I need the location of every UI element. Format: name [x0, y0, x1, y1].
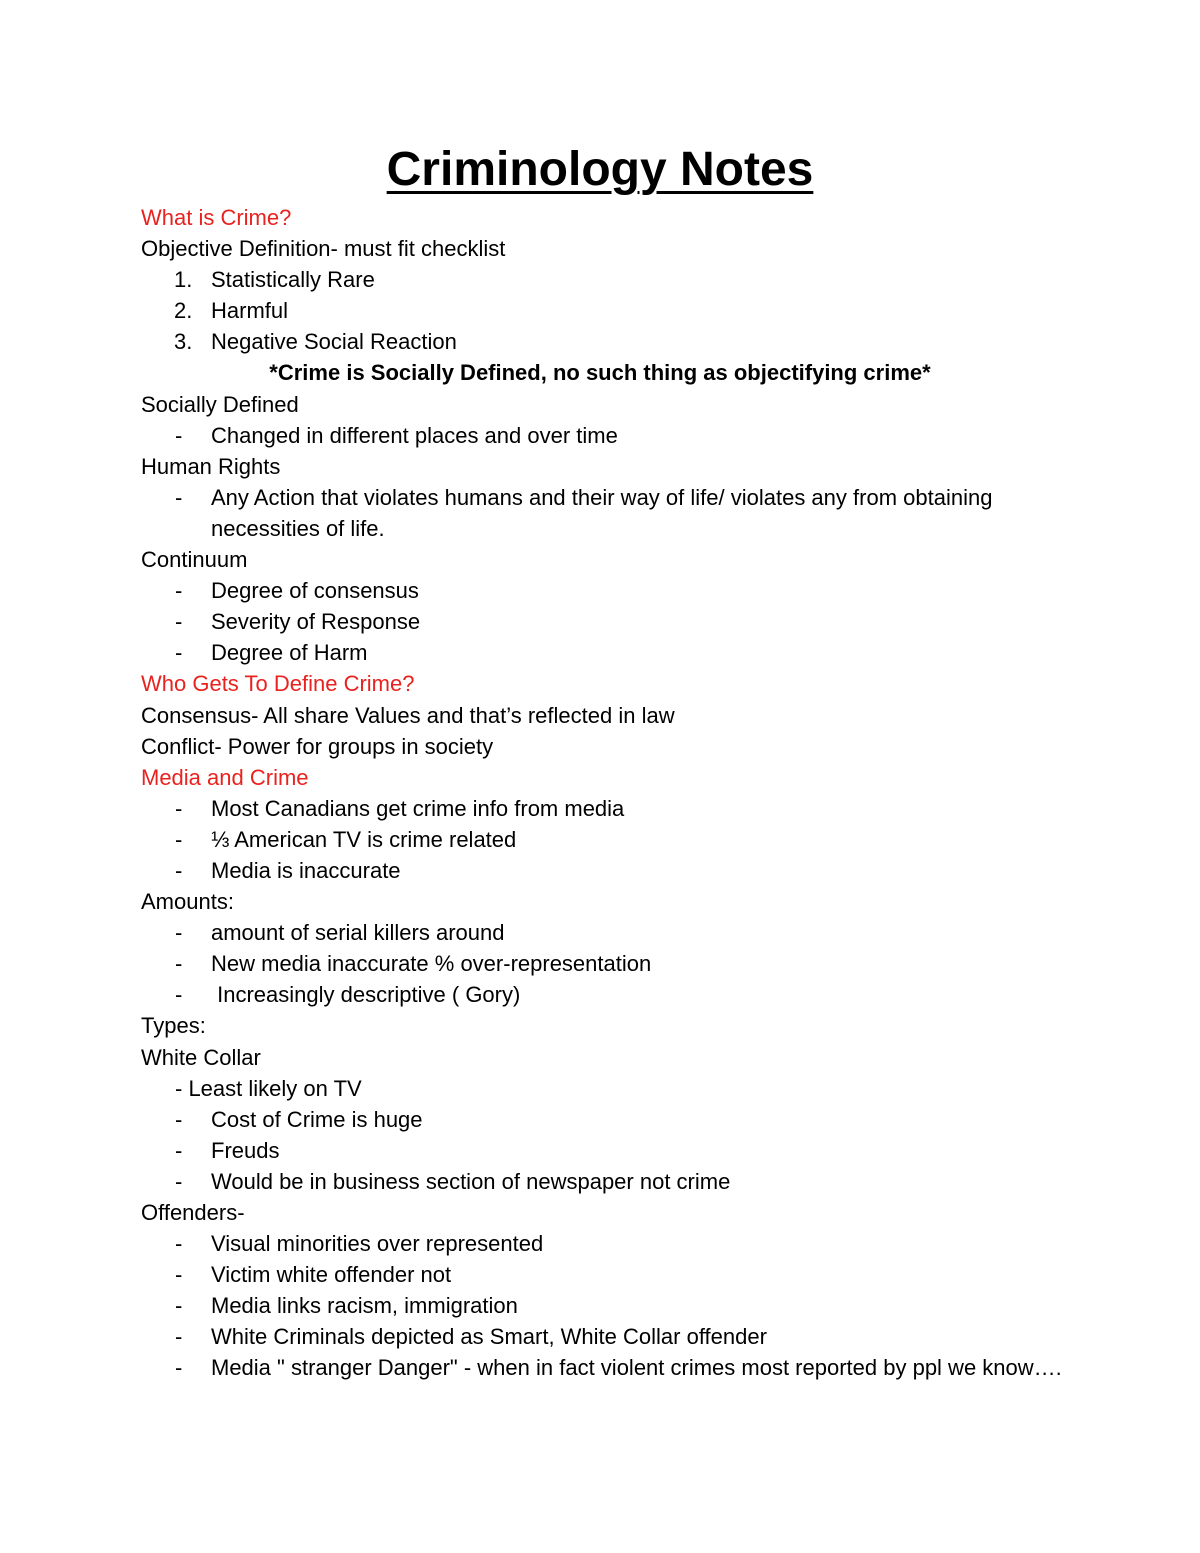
list-item: [141, 606, 1071, 637]
subheading-continuum: Continuum: [141, 547, 248, 573]
bullet-dash: -: [175, 1324, 183, 1350]
conflict-line: Conflict- Power for groups in society: [141, 733, 494, 759]
bullet-dash: -: [175, 578, 183, 604]
list-item-text: Cost of Crime is huge: [211, 1106, 423, 1132]
list-item-text: Negative Social Reaction: [211, 329, 457, 355]
list-item-text: Severity of Response: [211, 609, 421, 635]
bullet-dash: -: [175, 422, 183, 448]
section-heading-what-is-crime: What is Crime?: [141, 205, 292, 230]
bullet-dash: -: [175, 484, 183, 510]
section-heading-who-defines: Who Gets To Define Crime?: [141, 671, 415, 697]
list-item: [141, 575, 1071, 606]
list-item: [141, 793, 1071, 824]
list-item: [141, 1228, 1071, 1259]
list-item: [141, 1166, 1071, 1197]
subheading-white-collar: White Collar: [141, 1044, 261, 1070]
list-item: [141, 1135, 1071, 1166]
bullet-dash: -: [175, 857, 183, 883]
bullet-dash: -: [175, 826, 183, 852]
list-item-text: Freuds: [211, 1137, 280, 1163]
bullet-dash: -: [175, 640, 183, 666]
white-collar-first-item: - Least likely on TV: [175, 1075, 362, 1101]
list-item: [141, 637, 1071, 668]
page-title: Criminology Notes: [386, 143, 814, 196]
bullet-dash: -: [175, 1355, 183, 1381]
list-item-text: White Criminals depicted as Smart, White Collar offender: [211, 1324, 767, 1350]
bullet-dash: -: [175, 609, 183, 635]
list-item-text: ⅓ American TV is crime related: [211, 826, 517, 852]
bullet-dash: -: [175, 920, 183, 946]
list-item-text: Harmful: [211, 298, 289, 324]
list-item-text: Media is inaccurate: [211, 857, 401, 883]
section-heading-media-crime: Media and Crime: [141, 764, 309, 790]
list-item-text: Victim white offender not: [211, 1262, 452, 1288]
list-item-text: Would be in business section of newspaper not crime: [211, 1168, 731, 1194]
consensus-line: Consensus- All share Values and that’s reflected in law: [141, 702, 675, 728]
list-item: [141, 326, 1071, 357]
subheading-types: Types:: [141, 1013, 206, 1039]
list-item-text: Changed in different places and over time: [211, 422, 618, 448]
list-item-text: Statistically Rare: [211, 267, 375, 293]
list-item: [141, 1352, 1071, 1383]
list-item: [141, 979, 1071, 1010]
bullet-dash: -: [175, 1168, 183, 1194]
list-number: 3.: [174, 329, 193, 355]
list-item-text: Media links racism, immigration: [211, 1293, 518, 1319]
list-item: [141, 1259, 1071, 1290]
bullet-dash: -: [175, 982, 183, 1008]
bullet-dash: -: [175, 1262, 183, 1288]
list-item-text: Media " stranger Danger" - when in fact violent crimes most reported by ppl we know….: [211, 1355, 1062, 1381]
list-item: [141, 482, 1071, 544]
list-item-text: Degree of consensus: [211, 578, 419, 604]
bullet-dash: -: [175, 1231, 183, 1257]
list-item-text: New media inaccurate % over-representation: [211, 951, 652, 977]
list-number: 1.: [174, 267, 193, 293]
subheading-offenders: Offenders-: [141, 1200, 245, 1225]
list-item: [141, 295, 1071, 326]
list-item-text: Any Action that violates humans and their way of life/ violates any from obtaining necessities of life.: [211, 484, 993, 541]
list-item-text: Visual minorities over represented: [211, 1231, 544, 1257]
list-item-text: Most Canadians get crime info from media: [211, 795, 625, 821]
bullet-dash: -: [175, 795, 183, 821]
list-item: [141, 264, 1071, 295]
list-item: [141, 824, 1071, 855]
list-number: 2.: [174, 298, 193, 324]
list-item: [141, 1321, 1071, 1352]
callout-statement: *Crime is Socially Defined, no such thing as objectifying crime*: [269, 360, 931, 386]
bullet-dash: -: [175, 951, 183, 977]
list-item: [141, 917, 1071, 948]
list-item: [141, 948, 1071, 979]
bullet-dash: -: [175, 1293, 183, 1319]
list-item-text: Degree of Harm: [211, 640, 368, 666]
notes-body: [141, 202, 1071, 1384]
list-item: [141, 1104, 1071, 1135]
objective-definition: Objective Definition- must fit checklist: [141, 236, 506, 262]
subheading-socially-defined: Socially Defined: [141, 391, 299, 417]
bullet-dash: -: [175, 1106, 183, 1132]
bullet-dash: -: [175, 1137, 183, 1163]
list-item: [141, 420, 1071, 451]
list-item: [141, 855, 1071, 886]
list-item-text: amount of serial killers around: [211, 920, 505, 946]
list-item-text: Increasingly descriptive ( Gory): [211, 982, 521, 1008]
list-item: [141, 1290, 1071, 1321]
subheading-human-rights: Human Rights: [141, 453, 281, 479]
subheading-amounts: Amounts:: [141, 889, 234, 915]
